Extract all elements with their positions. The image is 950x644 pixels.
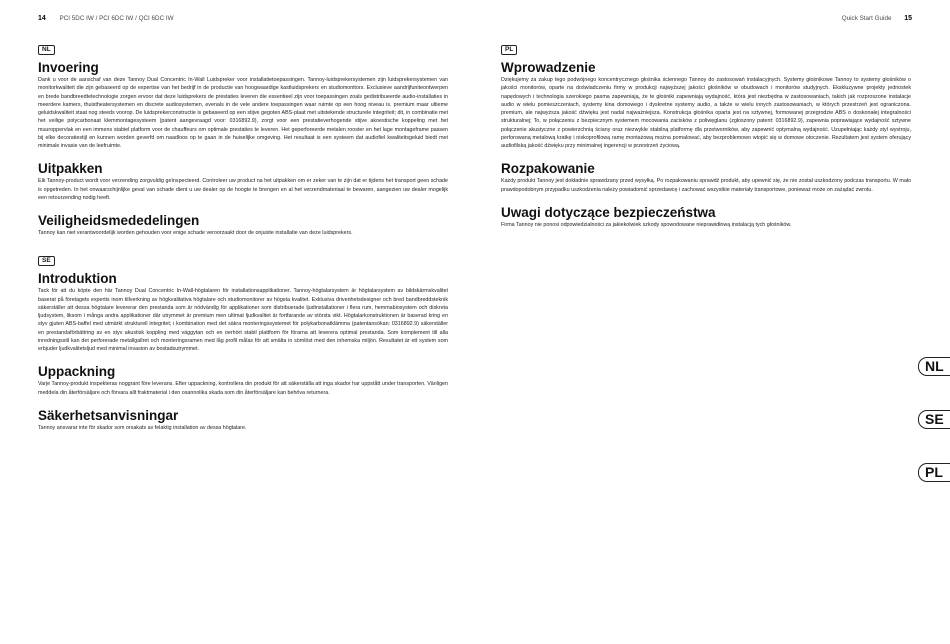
left-page-number: 14 bbox=[38, 15, 46, 22]
right-page-number: 15 bbox=[904, 15, 912, 22]
safety-heading-nl: Veiligheidsmededelingen bbox=[38, 213, 200, 228]
unpacking-text-se: Varje Tannoy-produkt inspekteras noggrant före leverans. Efter uppackning, kontrollera din produkt för att säkerställa att inga skador har uppstått under transporten. Vänligen meddela din återförsäljare och förvara allt fraktmaterial i den osannolika skada som din återförsäljare kan behöva returnera. bbox=[38, 381, 448, 396]
header-right bbox=[842, 15, 912, 22]
polish-section bbox=[501, 38, 911, 229]
language-tag-se: SE bbox=[38, 256, 55, 266]
safety-text-pl: Firma Tannoy nie ponosi odpowiedzialności za jakiekolwiek szkody spowodowane nieprawidłową instalacją tych głośników. bbox=[501, 221, 792, 228]
guide-title: Quick Start Guide bbox=[841, 15, 892, 22]
side-tab-se: SE bbox=[918, 410, 950, 429]
right-column bbox=[501, 38, 911, 229]
introduction-text-pl: Dziękujemy za zakup tego podwójnego koncentrycznego głośnika ściennego Tannoy do zastosowań instalacyjnych. Systemy głośnikowe Tannoy to systemy głośników o jakości monitorów, oparte na doświadczeniu firmy w produkcji najwyższej jakości głośników w obudowach i monitorów studyjnych. Ekskluzywne projekty jednostek napędowych i technologia szerokiego pasma zapewniają, że te głośniki zapewniają wydajność, która jest niezbędna w zastosowaniach, takich jak rozproszone instalacje audio w wielu pomieszczeniach, systemy kina domowego i dyskretne systemy audio, a także w wielu innych zastosowaniach, w których przestrzeń jest ograniczona. premium, ale najwyższa jakość dźwięku jest nadal najważniejsza. Konstrukcja głośnika oparta jest na sztywnej, formowanej przegrodzie ABS o doskonałej integralności strukturalnej; To, w połączeniu z bezpiecznym systemem mocowania zacisków z poliwęglanu (zgłoszony patent: 0316892.9), zapewnia poprawiające wydajność sztywne połączenie akustyczne z powierzchnią ściany oraz niezwykle stabilną platformę dla przetworników, aby zapewnić optymalną wydajność. Uzupełniając każdy styl wystroju, perforowaną metalową kratkę i niskoprofilową ramę montażową można pomalować, aby bezproblemowo wtopić się w domowe otoczenie. Rezultatem jest system oferujący audiofilską jakość dźwięku przy minimalnej ingerencji w przestrzeń życiową. bbox=[501, 77, 911, 149]
side-tab-nl: NL bbox=[918, 357, 950, 376]
introduction-text-se: Tack för att du köpte den här Tannoy Dual Concentric In-Wall-högtalaren för installationsapplikationer. Tannoy-högtalarsystem är högtalarsystem av bildskärmskvalitet baserat på företagets expertis inom tillverkning av högkvalitativa högtalare och studiomonitorer av högsta kvalitet. Exklusiva drivenhetsdesigner och bred bandbreddsteknik säkerställer att dessa högtalare levererar den prestanda som är nödvändig för applikationer som distribuerade ljudinstallationer i flera rum, hemmabiosystem och diskreta ljudsystem, liksom i många andra applikationer där utrymmet är premium men ultimat ljudkvalitet är fortfarande av största vikt. Högtalarkonstruktionen är baserad kring en styv gjuten ABS-baffel med utmärkt strukturell integritet; i kombination med det säkra monteringssystemet för polykarbonatklämma (patentansökan: 0316892.9) säkerställer en prestandaförbättring av en styv akustisk koppling med väggytan och en oerhört stabil plattform för förarna att leverera optimal prestanda. Som komplement till alla inredningsstil kan det perforerade metallgallret och monteringsramen med låg profil målas för att smälta in sömlöst med den inhemska miljön. Resultatet är ett system som erbjuder ljudkvalitetsljud med minimal invasion av bostadsutrymmet. bbox=[38, 288, 448, 352]
introduction-heading-se: Introduktion bbox=[38, 271, 117, 287]
safety-heading-pl: Uwagi dotyczące bezpieczeństwa bbox=[501, 204, 716, 220]
introduction-heading-nl: Invoering bbox=[38, 60, 99, 75]
side-tab-pl: PL bbox=[918, 463, 950, 482]
unpacking-heading-nl: Uitpakken bbox=[38, 161, 103, 177]
introduction-heading-pl: Wprowadzenie bbox=[501, 60, 596, 75]
safety-text-se: Tannoy ansvarar inte för skador som orsakats av felaktig installation av dessa högtalare. bbox=[38, 424, 247, 431]
safety-heading-se: Säkerhetsanvisningar bbox=[38, 407, 179, 423]
unpacking-text-nl: Elk Tannoy-product wordt voor verzending zorgvuldig geïnspecteerd. Controleer uw product na het uitpakken om er zeker van te zijn dat er tijdens het transport geen schade is opgetreden. In het onwaarschijnlijke geval van schade dient u uw dealer op de hoogte te brengen en al het verzendmateriaal te bewaren, aangezien uw dealer mogelijk een retourzending nodig heeft. bbox=[38, 178, 448, 201]
safety-text-nl: Tannoy kan niet verantwoordelijk worden gehouden voor enige schade veroorzaakt door de onjuiste installatie van deze luidsprekers. bbox=[38, 230, 353, 236]
unpacking-text-pl: Każdy produkt Tannoy jest dokładnie sprawdzany przed wysyłką. Po rozpakowaniu sprawdź produkt, aby upewnić się, że nie został uszkodzony podczas transportu. W mało prawdopodobnym przypadku uszkodzenia należy powiadomić sprzedawcę i zachować wszystkie materiały transportowe, ponieważ może on zażądać zwrotu. bbox=[501, 178, 911, 193]
unpacking-heading-pl: Rozpakowanie bbox=[501, 161, 595, 177]
language-tag-pl: PL bbox=[501, 45, 517, 55]
model-names: PCI 5DC IW / PCI 6DC IW / QCI 6DC IW bbox=[59, 15, 174, 22]
introduction-text-nl: Dank u voor de aanschaf van deze Tannoy Dual Concentric In-Wall Luidspreker voor installatietoepassingen. Tannoy-luidsprekersystemen zijn luidsprekersystemen van monitorkwaliteit die zijn gebaseerd op de expertise van het bedrijf in de productie van hoogwaardige kastluidsprekers en studiomonitors. Exclusieve aandrijfuniteontwerpen en brede bandbreedtetechnologie zorgen ervoor dat deze luidsprekers de prestaties leveren die essentieel zijn voor toepassingen zoals gedistribueerde audio-installaties in meerdere kamers, thuistheatersystemen en discrete audiosystemen, evenals in de vele andere toepassingen waar ruimte op een hoog niveau is. premium maar ultieme geluidskwaliteit staat nog steeds voorop. De luidsprekerconstructie is gebaseerd op een stijve gegoten ABS-plaat met uitstekende structurele integriteit; dit, in combinatie met het veilige polycarbonaat klemmontagesysteem (patent aangevraagd voor: 0316892.9), zorgt voor een prestatieverhogende stijve akoestische koppeling met het muuroppervlak en een immens stabiel platform voor de chauffeurs om optimale prestaties te leveren. Het geperforeerde metalen rooster en het lage montageframe passen bij elke decoratiestijl en kunnen worden geverfd om naadloos op te gaan in de huiselijke omgeving. Het resultaat is een systeem dat audiofiel kwaliteitsgeluid biedt met minimale invasie van de leefruimte. bbox=[38, 77, 448, 149]
swedish-section bbox=[38, 249, 448, 432]
left-column bbox=[38, 38, 448, 432]
dutch-section bbox=[38, 38, 448, 237]
unpacking-heading-se: Uppackning bbox=[38, 364, 116, 380]
header-left bbox=[38, 15, 174, 22]
language-tag-nl: NL bbox=[38, 45, 55, 55]
